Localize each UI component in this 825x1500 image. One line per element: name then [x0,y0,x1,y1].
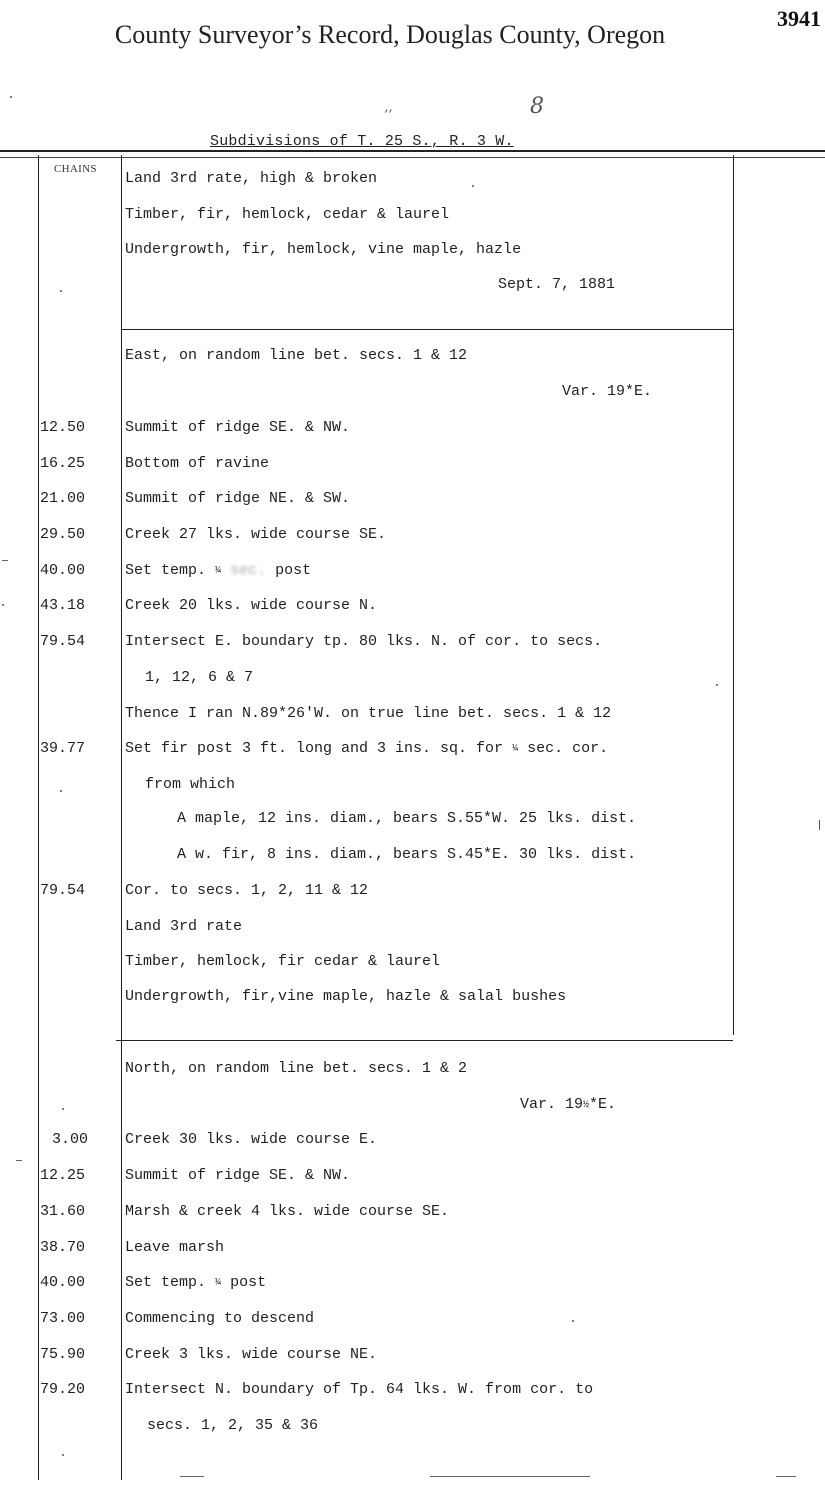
entry-text: Commencing to descend [125,1310,315,1327]
entry-text: Summit of ridge SE. & NW. [125,419,351,436]
chain-value: 21.00 [40,490,86,507]
entry-text [125,740,608,757]
entry-text-part: Set fir post 3 ft. long and 3 ins. sq. for [125,740,504,757]
scan-mark [16,1160,22,1161]
handwritten-range-correction: 8 [530,94,544,119]
entry-text: Marsh & creek 4 lks. wide course SE. [125,1203,450,1220]
scan-speck [716,684,718,686]
entry-text: Creek 3 lks. wide course NE. [125,1346,378,1363]
chain-value: 16.25 [40,455,86,472]
entry-text: Timber, hemlock, fir cedar & laurel [125,953,441,970]
chain-value: 79.54 [40,882,86,899]
entry-text: North, on random line bet. secs. 1 & 2 [125,1060,468,1077]
entry-text: 1, 12, 6 & 7 [145,669,254,686]
entry-text: Creek 20 lks. wide course N. [125,597,378,614]
entry-text: Timber, fir, hemlock, cedar & laurel [125,206,450,223]
entry-date: Sept. 7, 1881 [498,276,616,293]
chain-value: 3.00 [52,1131,89,1148]
entry-text: secs. 1, 2, 35 & 36 [147,1417,319,1434]
entry-text: Creek 27 lks. wide course SE. [125,526,387,543]
entry-text: Creek 30 lks. wide course E. [125,1131,378,1148]
entry-text: Summit of ridge SE. & NW. [125,1167,351,1184]
blurred-text: sec. [230,562,267,579]
entry-text-part: *E. [589,1096,617,1113]
section-divider [121,329,733,330]
bearing-tree: A maple, 12 ins. diam., bears S.55*W. 25 lks. dist. [177,810,637,827]
fraction: ½ [583,1100,590,1111]
scan-speck [10,96,12,98]
variation: Var. 19*E. [562,383,653,400]
entry-text: Undergrowth, fir, hemlock, vine maple, hazle [125,241,522,258]
scan-mark [776,1476,796,1477]
scan-speck [472,185,474,187]
column-divider [121,155,122,1480]
chain-value: 12.50 [40,419,86,436]
page-title: County Surveyor’s Record, Douglas County, Oregon [114,20,666,49]
scan-speck [2,604,4,606]
scan-mark [180,1476,204,1477]
scan-mark [430,1476,590,1477]
entry-text [125,562,311,579]
entry-text-part: Set temp. [125,562,207,579]
fraction: ¼ [215,1278,222,1289]
handwritten-mark: ’’ [384,108,393,123]
left-border [38,155,39,1480]
top-rule [0,150,825,158]
chain-value: 31.60 [40,1203,86,1220]
chain-value: 38.70 [40,1239,86,1256]
scan-speck [819,820,820,830]
scan-speck [62,1108,64,1110]
entry-text: from which [145,776,236,793]
variation [520,1096,616,1113]
entry-text: Summit of ridge NE. & SW. [125,490,351,507]
entry-text-part: post [275,562,312,579]
page-number: 3941 [777,6,821,31]
entry-text: Bottom of ravine [125,455,270,472]
entry-text: Land 3rd rate, high & broken [125,170,378,187]
entry-text-part: post [230,1274,267,1291]
chain-value: 40.00 [40,562,86,579]
chain-value: 79.20 [40,1381,86,1398]
chain-value: 79.54 [40,633,86,650]
chain-value: 75.90 [40,1346,86,1363]
chain-value: 43.18 [40,597,86,614]
right-border [733,155,734,1035]
chains-column-label: CHAINS [54,163,97,175]
bearing-tree: A w. fir, 8 ins. diam., bears S.45*E. 30 lks. dist. [177,846,637,863]
section-divider [116,1040,733,1041]
scan-mark [2,560,8,561]
entry-text-part: Var. 19 [520,1096,584,1113]
entry-text-part: Set temp. [125,1274,207,1291]
section-subtitle: Subdivisions of T. 25 S., R. 3 W. [210,133,514,150]
entry-text: Intersect E. boundary tp. 80 lks. N. of cor. to secs. [125,633,603,650]
chain-value: 12.25 [40,1167,86,1184]
entry-text: Undergrowth, fir,vine maple, hazle & salal bushes [125,988,567,1005]
entry-text-part: sec. cor. [527,740,609,757]
chain-value: 73.00 [40,1310,86,1327]
entry-text: Cor. to secs. 1, 2, 11 & 12 [125,882,369,899]
entry-text: East, on random line bet. secs. 1 & 12 [125,347,468,364]
entry-text: Land 3rd rate [125,918,243,935]
scan-speck [572,1320,574,1322]
fraction: ¼ [215,566,222,577]
chain-value: 29.50 [40,526,86,543]
chain-value: 40.00 [40,1274,86,1291]
chain-value: 39.77 [40,740,86,757]
entry-text [125,1274,266,1291]
entry-text: Leave marsh [125,1239,225,1256]
scan-speck [60,790,62,792]
entry-text: Intersect N. boundary of Tp. 64 lks. W. from cor. to [125,1381,594,1398]
scan-speck [62,1454,64,1456]
scan-speck [60,290,62,292]
fraction: ¼ [512,744,519,755]
entry-text: Thence I ran N.89*26'W. on true line bet. secs. 1 & 12 [125,705,612,722]
